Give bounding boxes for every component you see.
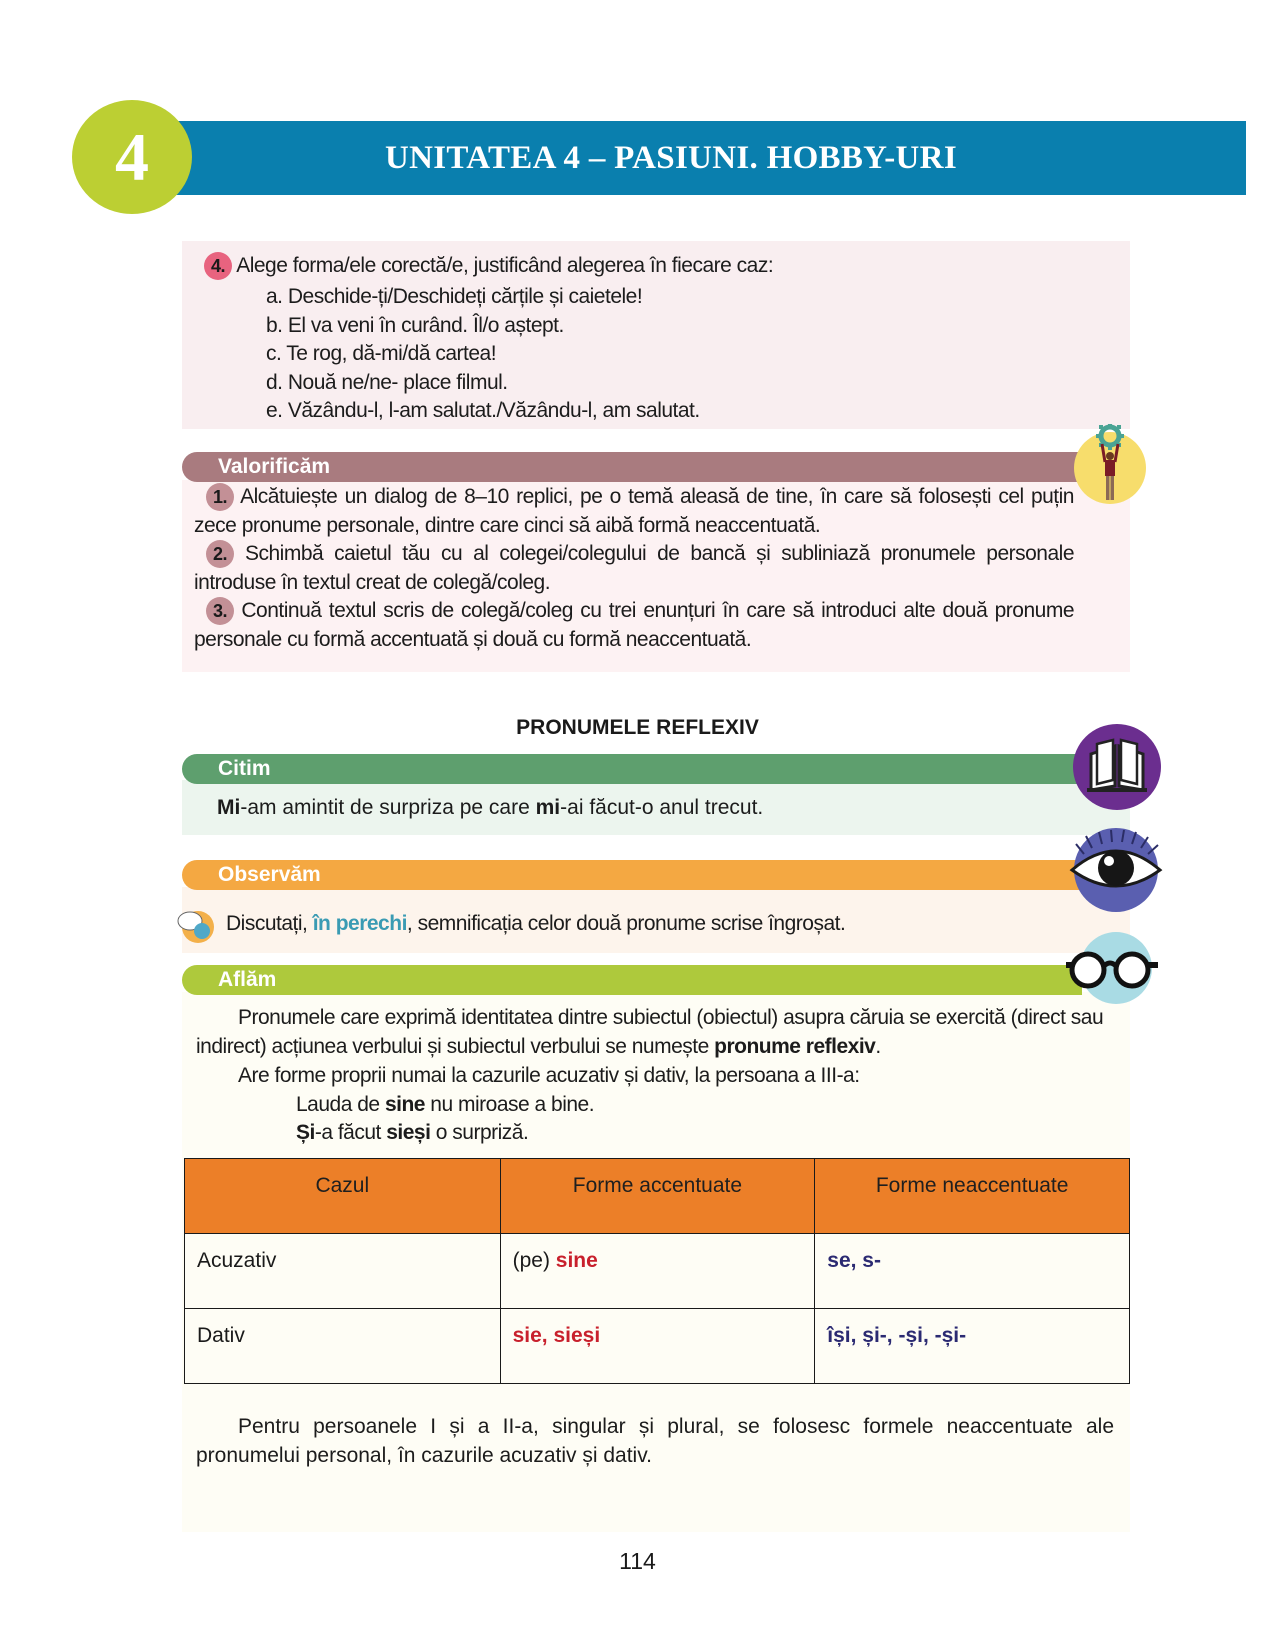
example-bold: Și xyxy=(296,1121,315,1144)
note-text: Pentru persoanele I și a II-a, singular și plural, se folosesc formele neaccentuate ale pronumelui personal, în cazurile acuzativ și dativ. xyxy=(196,1415,1114,1467)
example-bold: sine xyxy=(384,1093,425,1116)
table-row xyxy=(185,1309,1130,1384)
accented-forms-cell xyxy=(500,1234,815,1309)
exercise-item: d. Nouă ne/ne- place filmul. xyxy=(266,370,508,394)
eye-icon xyxy=(1066,826,1166,914)
discussion-pair-icon xyxy=(176,905,216,945)
task-number-badge: 1. xyxy=(206,483,234,511)
section-label: Valorificăm xyxy=(218,455,331,478)
example-text: -a făcut xyxy=(314,1121,387,1144)
task-item xyxy=(194,483,1074,540)
exercise-4-box xyxy=(182,241,1130,429)
section-bar-valorificam xyxy=(182,452,1082,482)
observam-instruction xyxy=(226,909,845,938)
sentence-text: -ai făcut-o anul trecut. xyxy=(560,796,764,819)
instruction-text: , semnificația celor două pronume scrise îngroșat. xyxy=(406,912,846,935)
table-row xyxy=(185,1234,1130,1309)
example-text: o surpriză. xyxy=(430,1121,529,1144)
citim-box xyxy=(182,780,1130,835)
task-text: Alcătuiește un dialog de 8–10 replici, pe o temă aleasă de tine, în care să folosești cel puțin zece pronume personale, dintre care cinci să aibă formă neaccentuată. xyxy=(194,485,1074,537)
gear-person-icon xyxy=(1072,424,1148,504)
unaccented-forms-cell xyxy=(815,1309,1130,1384)
column-header: Forme neaccentuate xyxy=(815,1159,1130,1234)
table-header-row xyxy=(185,1159,1130,1234)
reflexive-forms-table xyxy=(184,1158,1130,1384)
exercise-item: a. Deschide-ți/Deschideți cărțile și caietele! xyxy=(266,285,643,308)
exercise-4-prompt-line xyxy=(204,251,773,280)
page-number: 114 xyxy=(619,1548,656,1574)
example-bold: sieși xyxy=(386,1121,431,1144)
glasses-icon xyxy=(1064,930,1164,1006)
exercise-number-badge: 4. xyxy=(204,252,232,280)
cell-text: (pe) xyxy=(512,1249,556,1272)
accented-form: sie, sieși xyxy=(512,1324,601,1347)
unit-number-badge: 4 xyxy=(72,100,192,214)
definition-text: Pronumele care exprimă identitatea dintre subiectul (obiectul) asupra căruia se exercită (direct sau indirect) acțiunea verbului și subiectul verbului se numește xyxy=(196,1006,1104,1058)
section-bar-aflam xyxy=(182,965,1082,995)
forms-intro: Are forme proprii numai la cazurile acuzativ și dativ, la persoana a III-a: xyxy=(238,1064,860,1087)
case-cell: Dativ xyxy=(185,1309,501,1384)
bold-pronoun: Mi xyxy=(217,796,241,819)
task-text: Schimbă caietul tău cu al colegei/colegului de bancă și subliniază pronumele personale introduse în textul creat de colegă/coleg. xyxy=(194,542,1075,594)
aflam-definition xyxy=(196,1004,1114,1061)
aflam-note xyxy=(196,1412,1114,1470)
accented-form: sine xyxy=(555,1249,598,1272)
task-number-badge: 3. xyxy=(206,597,234,625)
sentence-text: -am amintit de surpriza pe care xyxy=(240,796,536,819)
open-book-icon xyxy=(1073,724,1161,810)
exercise-prompt: Alege forma/ele corectă/e, justificând alegerea în fiecare caz: xyxy=(236,254,774,277)
exercise-item: c. Te rog, dă-mi/dă cartea! xyxy=(266,342,497,365)
unaccented-forms-cell xyxy=(815,1234,1130,1309)
section-bar-observam xyxy=(182,860,1082,890)
section-label: Observăm xyxy=(218,863,321,886)
section-label: Aflăm xyxy=(218,968,277,991)
example-sentence-1 xyxy=(296,1090,594,1119)
definition-text: . xyxy=(875,1034,881,1058)
section-bar-citim xyxy=(182,754,1082,784)
exercise-item: e. Văzându-l, l-am salutat./Văzându-l, am salutat. xyxy=(266,399,700,422)
definition-term: pronume reflexiv xyxy=(714,1034,876,1058)
lesson-title: PRONUMELE REFLEXIV xyxy=(516,716,759,739)
section-label: Citim xyxy=(218,757,271,780)
instruction-highlight: în perechi xyxy=(312,912,407,935)
task-item xyxy=(194,597,1074,654)
example-text: Lauda de xyxy=(296,1093,385,1116)
unaccented-form: se, s- xyxy=(827,1249,881,1272)
case-cell: Acuzativ xyxy=(185,1234,501,1309)
valorificam-box xyxy=(182,480,1130,672)
unaccented-form: își, și-, -și, -și- xyxy=(827,1324,967,1347)
unit-title-banner: UNITATEA 4 – PASIUNI. HOBBY-URI xyxy=(176,121,1246,195)
bold-pronoun: mi xyxy=(535,796,561,819)
task-text: Continuă textul scris de colegă/coleg cu trei enunțuri în care să introduci alte două pronume personale cu formă accentuată și două cu formă neaccentuată. xyxy=(194,599,1074,651)
example-sentence-2 xyxy=(296,1118,528,1147)
citim-sentence xyxy=(217,793,763,822)
instruction-text: Discutați, xyxy=(226,912,313,935)
observam-box xyxy=(182,887,1130,953)
exercise-item: b. El va veni în curând. Îl/o aștept. xyxy=(266,313,564,337)
task-item xyxy=(194,540,1074,597)
exercise-4-items xyxy=(266,283,700,426)
example-text: nu miroase a bine. xyxy=(424,1093,595,1116)
column-header: Cazul xyxy=(185,1159,501,1234)
accented-forms-cell xyxy=(500,1309,815,1384)
task-number-badge: 2. xyxy=(206,540,234,568)
valorificam-tasks xyxy=(194,483,1074,654)
column-header: Forme accentuate xyxy=(500,1159,815,1234)
